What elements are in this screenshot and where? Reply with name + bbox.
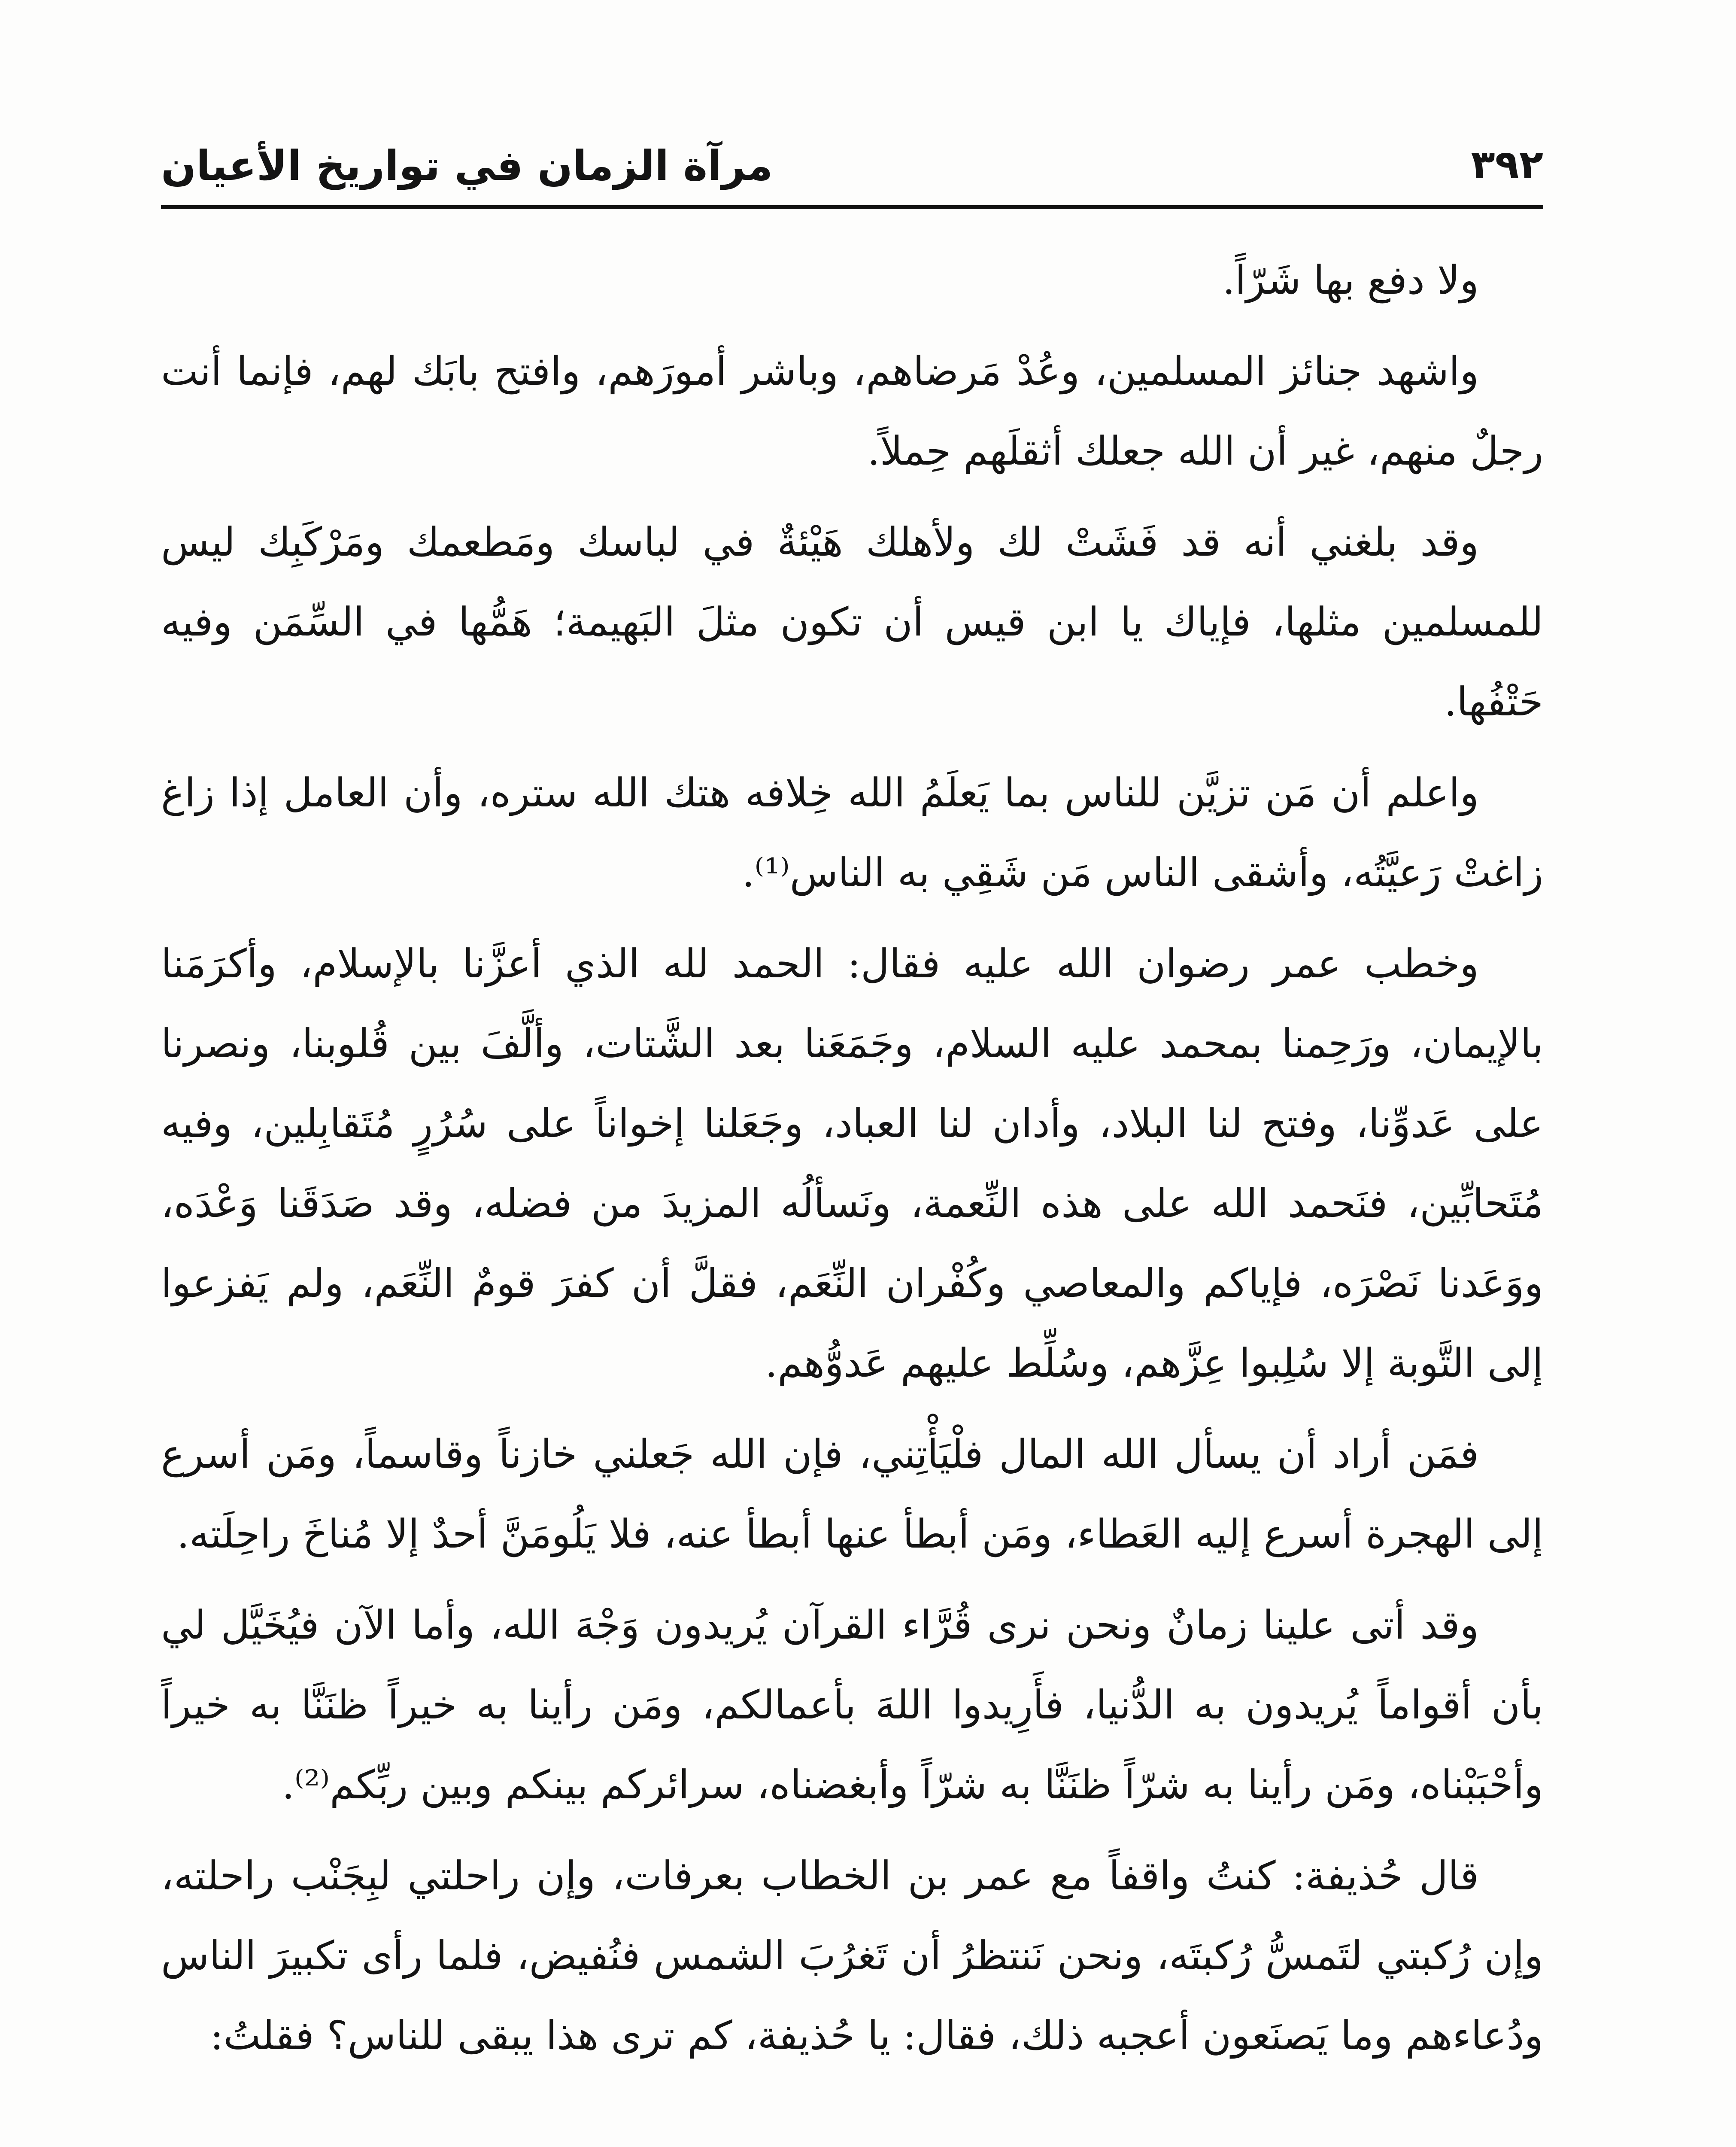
paragraph: واعلم أن مَن تزيَّن للناس بما يَعلَمُ الله خِلافه هتك الله ستره، وأن العامل إذا زاغ زاغتْ رَعيَّتُه، وأشقى الناس مَن شَقِي به الناس⁽¹⁾. (161, 770, 1543, 896)
page-header (161, 129, 1543, 198)
paragraph: وقد بلغني أنه قد فَشَتْ لك ولأهلك هَيْئةٌ في لباسك ومَطعمك ومَرْكَبِك ليس للمسلمين مثلها، فإياك يا ابن قيس أن تكون مثلَ البَهيمة؛ هَمُّها في السِّمَن وفيه حَتْفُها. (161, 519, 1543, 725)
main-text (161, 240, 1543, 2138)
paragraph: ولا دفع بها شَرّاً. (1222, 257, 1479, 303)
running-title: مرآة الزمان في تواريخ الأعيان (161, 142, 773, 190)
page-number: ٣٩٢ (1471, 142, 1543, 188)
header-rule (161, 205, 1543, 209)
paragraph: واشهد جنائز المسلمين، وعُدْ مَرضاهم، وباشر أمورَهم، وافتح بابَك لهم، فإنما أنت رجلٌ منهم، غير أن الله جعلك أثقلَهم حِملاً. (161, 348, 1543, 474)
paragraph: وقد أتى علينا زمانٌ ونحن نرى قُرَّاء القرآن يُريدون وَجْهَ الله، وأما الآن فيُخَيَّل لي بأن أقواماً يُريدون به الدُّنيا، فأَرِيدوا اللهَ بأعمالكم، ومَن رأينا به خيراً ظنَنَّا به خيراً وأحْبَبْناه، ومَن رأينا به شرّاً ظنَنَّا به شرّاً وأبغضناه، سرائركم بينكم وبين ربِّكم⁽²⁾. (161, 1602, 1543, 1808)
paragraph: فمَن أراد أن يسأل الله المال فلْيَأْتِني، فإن الله جَعلني خازناً وقاسماً، ومَن أسرع إلى الهجرة أسرع إليه العَطاء، ومَن أبطأ عنها أبطأ عنه، فلا يَلُومَنَّ أحدٌ إلا مُناخَ راحِلَته. (161, 1431, 1543, 1557)
paragraph: وخطب عمر رضوان الله عليه فقال: الحمد لله الذي أعزَّنا بالإسلام، وأكرَمَنا بالإيمان، ورَحِمنا بمحمد عليه السلام، وجَمَعَنا بعد الشَّتات، وألَّفَ بين قُلوبنا، ونصرنا على عَدوِّنا، وفتح لنا البلاد، وأدان لنا العباد، وجَعَلنا إخواناً على سُرُرٍ مُتَقابِلين، وفيه مُتَحابِّين، فنَحمد الله على هذه النِّعمة، ونَسألُه المزيدَ من فضله، وقد صَدَقَنا وَعْدَه، ووَعَدنا نَصْرَه، فإياكم والمعاصي وكُفْران النِّعَم، فقلَّ أن كفرَ قومٌ النِّعَم، ولم يَفزعوا إلى التَّوبة إلا سُلِبوا عِزَّهم، وسُلِّط عليهم عَدوُّهم. (161, 941, 1543, 1386)
paragraph: قال حُذيفة: كنتُ واقفاً مع عمر بن الخطاب بعرفات، وإن راحلتي لبِجَنْب راحلته، وإن رُكبتي لتَمسُّ رُكبتَه، ونحن نَنتظرُ أن تَغرُبَ الشمس فنُفيض، فلما رأى تكبيرَ الناس ودُعاءهم وما يَصنَعون أعجبه ذلك، فقال: يا حُذيفة، كم ترى هذا يبقى للناس؟ فقلتُ: (161, 1853, 1543, 2059)
